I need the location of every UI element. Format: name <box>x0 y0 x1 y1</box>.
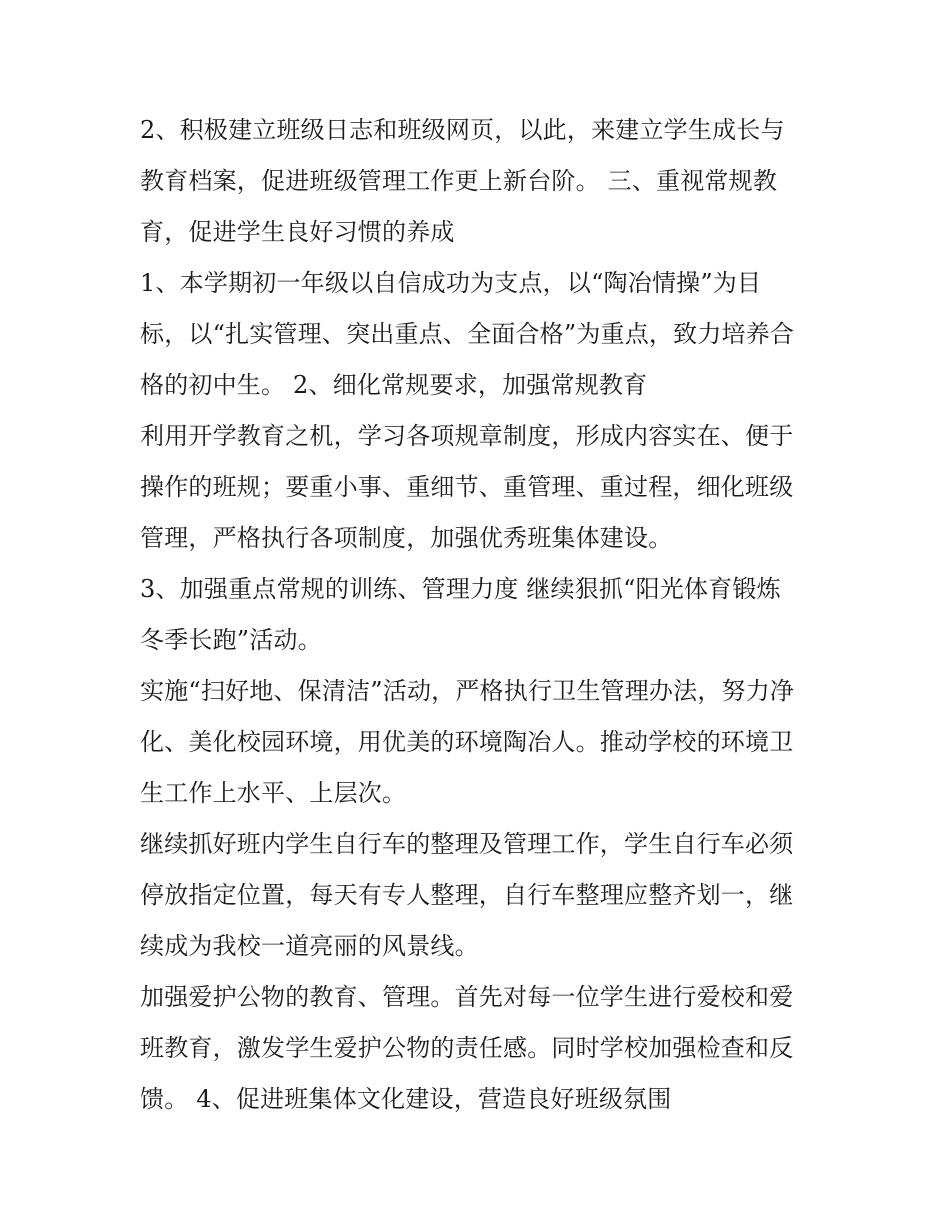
text-line: 标，以“扎实管理、突出重点、全面合格”为重点，致力培养合 <box>140 320 795 348</box>
text-line: 加强爱护公物的教育、管理。首先对每一位学生进行爱校和爱 <box>140 983 794 1011</box>
text-line: 育，促进学生良好习惯的养成 <box>140 218 455 246</box>
document-body <box>140 108 820 1128</box>
text-line: 操作的班规；要重小事、重细节、重管理、重过程，细化班级 <box>140 473 794 501</box>
text-line: 3、加强重点常规的训练、管理力度 继续狠抓“阳光体育锻炼 <box>140 575 781 603</box>
text-line: 续成为我校一道亮丽的风景线。 <box>140 932 479 960</box>
text-line: 1、本学期初一年级以自信成功为支点，以“陶冶情操”为目 <box>140 269 762 297</box>
text-line: 管理，严格执行各项制度，加强优秀班集体建设。 <box>140 524 673 552</box>
text-line: 生工作上水平、上层次。 <box>140 779 407 807</box>
text-line: 化、美化校园环境，用优美的环境陶冶人。推动学校的环境卫 <box>140 728 794 756</box>
text-line: 教育档案，促进班级管理工作更上新台阶。 三、重视常规教 <box>140 167 778 195</box>
text-line: 班教育，激发学生爱护公物的责任感。同时学校加强检查和反 <box>140 1034 794 1062</box>
text-line: 利用开学教育之机，学习各项规章制度，形成内容实在、便于 <box>140 422 794 450</box>
text-line: 冬季长跑”活动。 <box>140 626 322 654</box>
text-line: 格的初中生。 2、细化常规要求，加强常规教育 <box>140 371 648 399</box>
text-line: 停放指定位置，每天有专人整理，自行车整理应整齐划一，继 <box>140 881 794 909</box>
text-line: 实施“扫好地、保清洁”活动，严格执行卫生管理办法，努力净 <box>140 677 795 705</box>
text-line: 2、积极建立班级日志和班级网页，以此，来建立学生成长与 <box>140 116 785 144</box>
text-line: 继续抓好班内学生自行车的整理及管理工作，学生自行车必须 <box>140 830 794 858</box>
text-line: 馈。 4、促进班集体文化建设，营造良好班级氛围 <box>140 1085 672 1113</box>
